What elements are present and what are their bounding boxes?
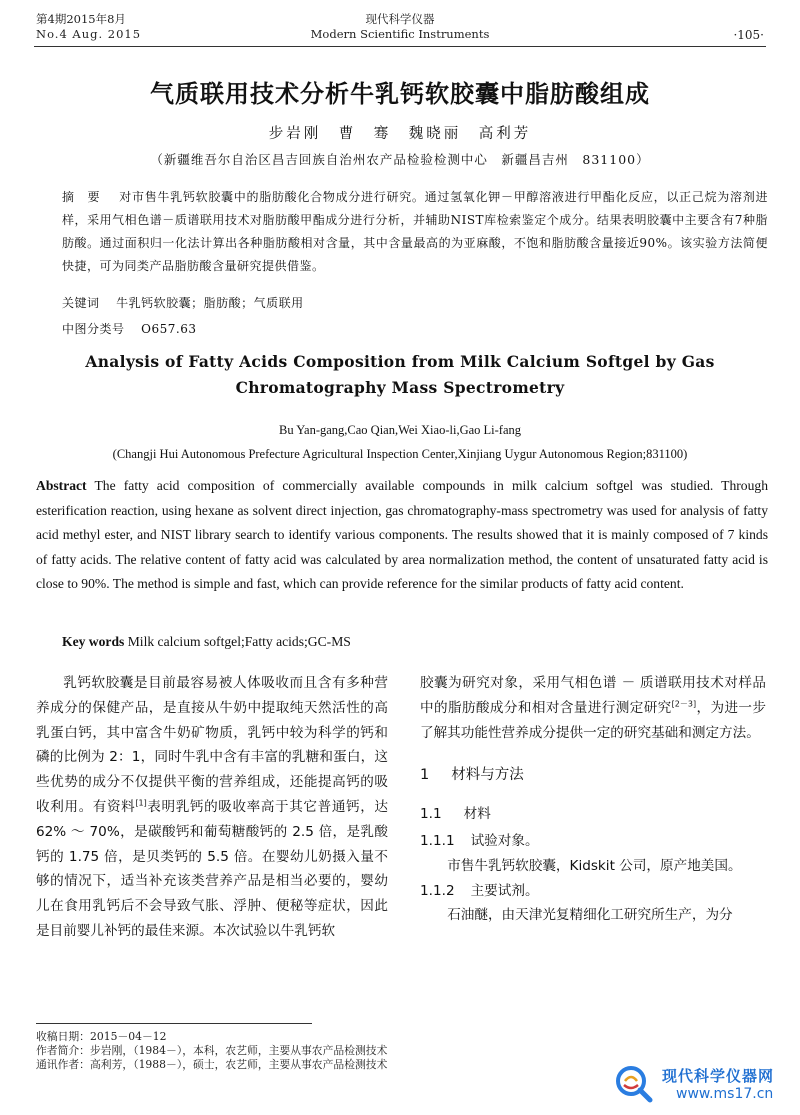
abstract-cn-label: 摘 要	[62, 190, 101, 204]
citation-ref[interactable]: [1]	[135, 798, 147, 808]
keywords-en-text: Milk calcium softgel;Fatty acids;GC-MS	[124, 634, 351, 649]
authors-en: Bu Yan-gang,Cao Qian,Wei Xiao-li,Gao Li-fang	[279, 423, 521, 437]
body-column-left	[36, 671, 388, 944]
citation-ref[interactable]: [2－3]	[671, 699, 697, 709]
abstract-cn-text: 对市售牛乳钙软胶囊中的脂肪酸化合物成分进行研究。通过氢氧化钾－甲醇溶液进行甲酯化反应，以正己烷为溶剂进样，采用气相色谱－质谱联用技术对脂肪酸甲酯成分进行分析，并辅助NIST库检索鉴定个成分。结果表明胶囊中主要含有7种脂肪酸。通过面积归一化法计算出各种脂肪酸相对含量，其中含量最高的为亚麻酸，不饱和脂肪酸含量接近90%。该实验方法简便快捷，可为同类产品脂肪酸含量研究提供借鉴。	[62, 190, 768, 273]
footnotes	[36, 1030, 387, 1072]
magnifier-logo-icon	[612, 1062, 654, 1104]
section-title: 主要试剂。	[470, 882, 539, 899]
page-number: ·105·	[733, 28, 764, 42]
footnote-corresponding: 通讯作者：高利芳，（1988－），硕士，农艺师，主要从事农产品检测技术	[36, 1058, 388, 1071]
keywords-en-label: Key words	[62, 634, 125, 649]
body-paragraph	[420, 671, 766, 745]
clc-text: O657.63	[141, 322, 197, 336]
keywords-cn-label: 关键词	[62, 296, 100, 310]
watermark-name: 现代科学仪器网	[662, 1067, 775, 1085]
issue-en: No.4 Aug. 2015	[36, 27, 142, 41]
section-number: 1.1.2	[420, 882, 455, 899]
keywords-cn-text: 牛乳钙软胶囊；脂肪酸；气质联用	[116, 296, 304, 310]
footnote-received: 收稿日期：2015－04－12	[36, 1030, 167, 1043]
body-paragraph	[36, 671, 388, 944]
abstract-en-label: Abstract	[36, 478, 87, 493]
abstract-en-text: The fatty acid composition of commercially available compounds in milk calcium softgel was studied. Through esterification reaction, using hexane as solvent direct injection, gas chromatography-mass spectrometry was used for analysis of fatty acid methyl ester, and NIST library search to identify various components. The results showed that it is mainly composed of 7 kinds of fatty acids. The relative content of fatty acid was calculated by area normalization method, the content of unsaturated fatty acid is close to 90%. The method is simple and fast, which can provide reference for the similar products of fatty acid content.	[36, 478, 768, 591]
paper-title-cn: 气质联用技术分析牛乳钙软胶囊中脂肪酸组成	[150, 80, 650, 108]
authors-cn: 步岩刚 曹 骞 魏晓丽 高利芳	[268, 126, 532, 142]
footnote-rule	[36, 1023, 312, 1024]
abstract-cn	[62, 186, 768, 278]
body-paragraph: 市售牛乳钙软胶囊，Kidskit 公司，原产地美国。	[447, 857, 742, 874]
running-header-journal	[0, 12, 800, 42]
body-text: ，为进一步了解其功能性营养成分提供一定的研究基础和测定方法。	[420, 699, 767, 741]
paper-title-en: Analysis of Fatty Acids Composition from Milk Calcium Softgel by Gas Chromatography Mass Spectrometry	[85, 352, 715, 397]
abstract-en	[36, 474, 768, 597]
clc-number	[62, 318, 768, 341]
section-title: 试验对象。	[470, 832, 539, 849]
section-title: 材料与方法	[451, 767, 524, 784]
watermark-url[interactable]: www.ms17.cn	[676, 1086, 774, 1102]
keywords-en	[62, 634, 351, 650]
affiliation-cn: （新疆维吾尔自治区昌吉回族自治州农产品检验检测中心 新疆昌吉州 831100）	[150, 152, 650, 167]
section-heading-1-1	[420, 802, 766, 827]
header-rule	[34, 46, 766, 47]
clc-label: 中图分类号	[62, 322, 125, 336]
body-text: 表明乳钙的吸收率高于其它普通钙，达 62% ～ 70%，是碳酸钙和葡萄糖酸钙的 2.5 倍，是乳酸钙的 1.75 倍，是贝类钙的 5.5 倍。在婴幼儿奶摄入量不够的情况下，适当补充该类营养产品是相当必要的，婴幼儿在食用乳钙后不会导致气胀、浮肿、便秘等症状，因此是目前婴儿补钙的最佳来源。本次试验以牛乳钙软	[36, 798, 389, 939]
section-number: 1	[420, 767, 430, 784]
section-title: 材料	[463, 806, 491, 823]
section-heading-1-1-2	[420, 879, 766, 904]
section-heading-1-1-1	[420, 829, 766, 854]
journal-cn: 现代科学仪器	[365, 12, 435, 26]
issue-cn: 第4期2015年8月	[36, 12, 126, 26]
footnote-author-bio: 作者简介：步岩刚，（1984－），本科，农艺师，主要从事农产品检测技术	[36, 1044, 388, 1057]
body-text: 胶囊为研究对象，采用气相色谱 － 质谱联用技术对样品中的脂肪酸成分和相对含量进行测定研究	[420, 675, 766, 716]
body-text: 乳钙软胶囊是目前最容易被人体吸收而且含有多种营养成分的保健产品，是直接从牛奶中提取纯天然活性的高乳蛋白钙，其中富含牛奶矿物质，乳钙中较为科学的钙和磷的比例为 2：1，同时牛乳中含有丰富的乳糖和蛋白，这些优势的成分不仅提供平衡的营养组成，还能提高钙的吸收利用。有资料	[36, 675, 388, 815]
watermark	[612, 1062, 792, 1106]
body-column-right	[420, 671, 766, 928]
section-number: 1.1	[420, 806, 442, 823]
journal-en: Modern Scientific Instruments	[310, 27, 490, 41]
section-number: 1.1.1	[420, 832, 455, 849]
affiliation-en: (Changji Hui Autonomous Prefecture Agricultural Inspection Center,Xinjiang Uygur Autonomous Region;831100)	[112, 447, 688, 461]
keywords-cn	[62, 292, 768, 315]
body-paragraph: 石油醚，由天津光复精细化工研究所生产，为分	[447, 907, 733, 924]
section-heading-1	[420, 763, 766, 788]
